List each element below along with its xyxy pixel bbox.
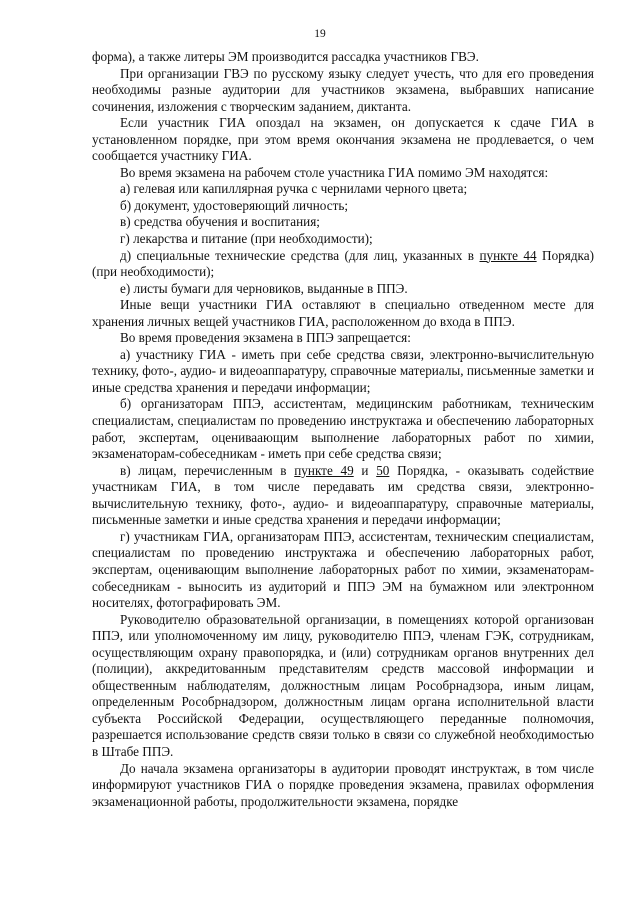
reference-link-item-50[interactable]: 50 <box>376 462 390 478</box>
paragraph: Руководителю образовательной организации, в помещениях которой организован ППЭ, или уполномоченному им лицу, руководителю ППЭ, членам ГЭК, сотрудникам, осуществляющим охрану правопорядка, и (или) сотрудникам органов внутренних дел (полиции), аккредитованным представителям средств массовой информации и общественным наблюдателям, должностным лицам Рособрнадзора, иным лицам, определенным Рособрнадзором, должностным лицам органа исполнительной власти субъекта Российской Федерации, осуществляющего переданные полномочия, разрешается использование средств связи только в связи со служебной необходимостью в Штабе ППЭ. <box>92 611 594 759</box>
list-item: а) участнику ГИА - иметь при себе средства связи, электронно-вычислительную технику, фото-, аудио- и видеоаппаратуру, справочные материалы, письменные заметки и иные средства хранения и передачи информации; <box>92 346 595 395</box>
list-item-text: в) лицам, перечисленным в <box>120 462 295 478</box>
list-item <box>92 248 594 281</box>
list-item: а) гелевая или капиллярная ручка с чернилами черного цвета; <box>120 181 468 197</box>
paragraph: Во время проведения экзамена в ППЭ запрещается: <box>120 330 411 346</box>
list-item-text: Порядка, - оказывать содействие участникам ГИА, в том числе передавать им средства связи, электронно-вычислительную технику, фото-, аудио- и видеоаппаратуру, справочные материалы, письменные заметки и иные средства хранения и передачи информации; <box>92 462 594 528</box>
list-item: г) лекарства и питание (при необходимости); <box>120 231 373 247</box>
list-item: в) средства обучения и воспитания; <box>120 214 320 230</box>
paragraph: До начала экзамена организаторы в аудитории проводят инструктаж, в том числе информируют участников ГИА о порядке проведения экзамена, правилах оформления экзаменационной работы, продолжительности экзамена, порядке <box>92 760 594 809</box>
reference-link-item-49[interactable]: пункте 49 <box>294 462 354 478</box>
list-item-text: и <box>353 462 377 478</box>
paragraph: форма), а также литеры ЭМ производится рассадка участников ГВЭ. <box>92 49 479 64</box>
list-item-text: Порядка) (при необходимости); <box>92 247 594 280</box>
list-item: б) организаторам ППЭ, ассистентам, медицинским работникам, техническим специалистам, специалистам по проведению инструктажа и обеспечению лабораторных работ, экспертам, оцениваающим выполнение лабораторных работ по химии, экзаменаторам-собеседникам - иметь при себе средства связи; <box>92 396 594 462</box>
paragraph: Если участник ГИА опоздал на экзамен, он допускается к сдаче ГИА в установленном порядке, при этом время окончания экзамена не продлевается, о чем сообщается участнику ГИА. <box>92 115 594 164</box>
list-item: е) листы бумаги для черновиков, выданные в ППЭ. <box>120 280 408 296</box>
paragraph: Иные вещи участники ГИА оставляют в специально отведенном месте для хранения личных вещей участников ГИА, расположенном до входа в ППЭ. <box>92 297 594 329</box>
paragraph: При организации ГВЭ по русскому языку следует учесть, что для его проведения необходимы разные аудитории для участников экзамена, выбравших написание сочинения, изложения с творческим заданием, диктанта. <box>92 65 594 114</box>
list-item <box>92 463 594 529</box>
list-item-text: д) специальные технические средства (для лиц, указанных в <box>120 247 480 263</box>
document-body <box>92 49 594 810</box>
list-item: б) документ, удостоверяющий личность; <box>120 197 349 213</box>
reference-link-item-44[interactable]: пункте 44 <box>479 247 537 263</box>
paragraph: Во время экзамена на рабочем столе участника ГИА помимо ЭМ находятся: <box>120 164 549 180</box>
list-item: г) участникам ГИА, организаторам ППЭ, ассистентам, техническим специалистам, специалистам по проведению инструктажа и обеспечению лабораторных работ, экспертам, оценивающим выполнение лабораторных работ по химии, экзаменаторам-собеседникам - выносить из аудиторий и ППЭ ЭМ на бумажном или электронном носителях, фотографировать ЭМ. <box>92 528 594 611</box>
page-number: 19 <box>314 28 326 40</box>
